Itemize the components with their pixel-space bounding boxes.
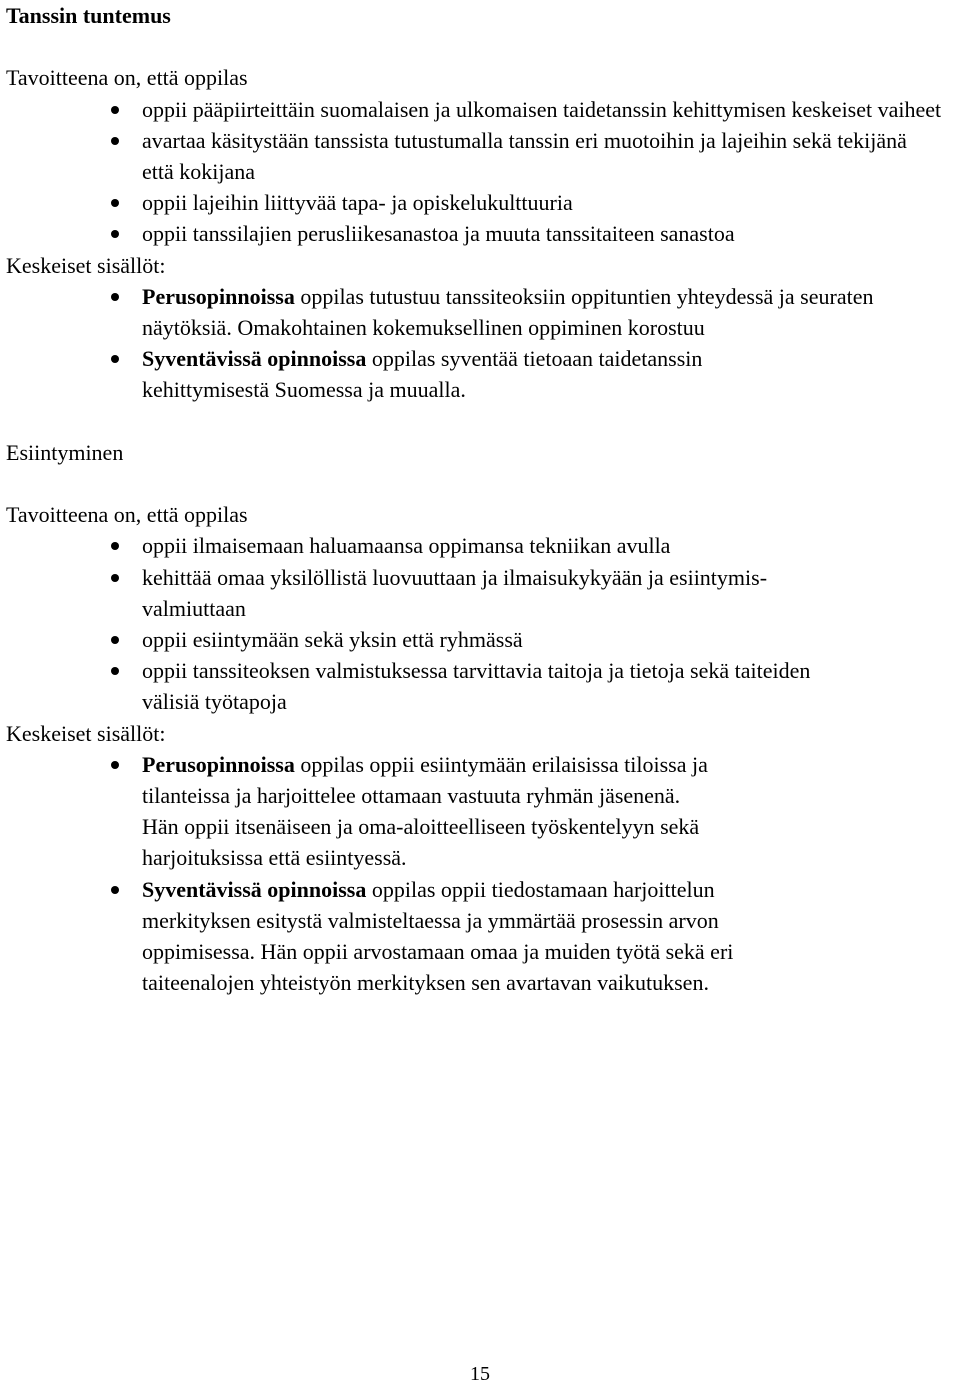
content-intro: Keskeiset sisällöt: bbox=[6, 720, 166, 746]
goals-intro: Tavoitteena on, että oppilas bbox=[6, 65, 248, 91]
level-label: Syventävissä opinnoissa bbox=[142, 346, 367, 372]
level-label: Perusopinnoissa bbox=[142, 751, 295, 777]
list-item: avartaa käsitystään tanssista tutustumalla tanssin eri muotoihin ja lajeihin sekä tekijänä että kokijana bbox=[6, 125, 942, 187]
spacer bbox=[6, 468, 956, 499]
document-page bbox=[6, 0, 956, 998]
list-item: oppii esiintymään sekä yksin että ryhmässä bbox=[6, 624, 956, 655]
list-item: oppii lajeihin liittyvää tapa- ja opiskelukulttuuria bbox=[6, 187, 956, 218]
list-item: oppii pääpiirteittäin suomalaisen ja ulkomaisen taidetanssin kehittymisen keskeiset vaiheet bbox=[6, 94, 942, 125]
goals-list bbox=[6, 530, 956, 717]
item-text: oppilas oppii esiintymään erilaisissa tiloissa ja tilanteissa ja harjoittelee ottamaan vastuuta ryhmän jäsenenä. Hän oppii itsenäiseen ja oma-aloitteelliseen työskentelyyn sekä harjoituksissa että esiintyessä. bbox=[142, 751, 708, 871]
list-item: oppii ilmaisemaan haluamaansa oppimansa tekniikan avulla bbox=[6, 530, 956, 561]
goals-intro: Tavoitteena on, että oppilas bbox=[6, 502, 248, 528]
section-title: Esiintyminen bbox=[6, 439, 124, 465]
level-label: Perusopinnoissa bbox=[142, 283, 295, 309]
content-intro: Keskeiset sisällöt: bbox=[6, 252, 166, 278]
list-item: oppii tanssilajien perusliikesanastoa ja muuta tanssitaiteen sanastoa bbox=[6, 218, 956, 249]
contents-list bbox=[6, 749, 956, 999]
contents-list bbox=[6, 281, 956, 406]
page-number: 15 bbox=[470, 1363, 490, 1385]
list-item bbox=[6, 281, 942, 343]
list-item bbox=[6, 749, 722, 874]
item-text: oppilas tutustuu tanssiteoksiin oppituntien yhteydessä ja seuraten näytöksiä. Omakohtainen kokemuksellinen oppiminen korostuu bbox=[142, 283, 874, 340]
list-item bbox=[6, 874, 742, 999]
spacer bbox=[6, 31, 956, 62]
list-item bbox=[6, 343, 832, 405]
level-label: Syventävissä opinnoissa bbox=[142, 876, 367, 902]
list-item: oppii tanssiteoksen valmistuksessa tarvittavia taitoja ja tietoja sekä taiteiden välisiä työtapoja bbox=[6, 655, 842, 717]
list-item: kehittää omaa yksilöllistä luovuuttaan ja ilmaisukykyään ja esiintymis-valmiuttaan bbox=[6, 562, 782, 624]
goals-list bbox=[6, 94, 956, 250]
spacer bbox=[6, 406, 956, 437]
item-text: oppilas oppii tiedostamaan harjoittelun merkityksen esitystä valmisteltaessa ja ymmärtää prosessin arvon oppimisessa. Hän oppii arvostamaan omaa ja muiden työtä sekä eri taiteenalojen yhteistyön merkityksen sen avartavan vaikutuksen. bbox=[142, 876, 734, 996]
section-title: Tanssin tuntemus bbox=[6, 3, 171, 28]
item-text: oppilas syventää tietoaan taidetanssin kehittymisestä Suomessa ja muualla. bbox=[142, 346, 703, 403]
